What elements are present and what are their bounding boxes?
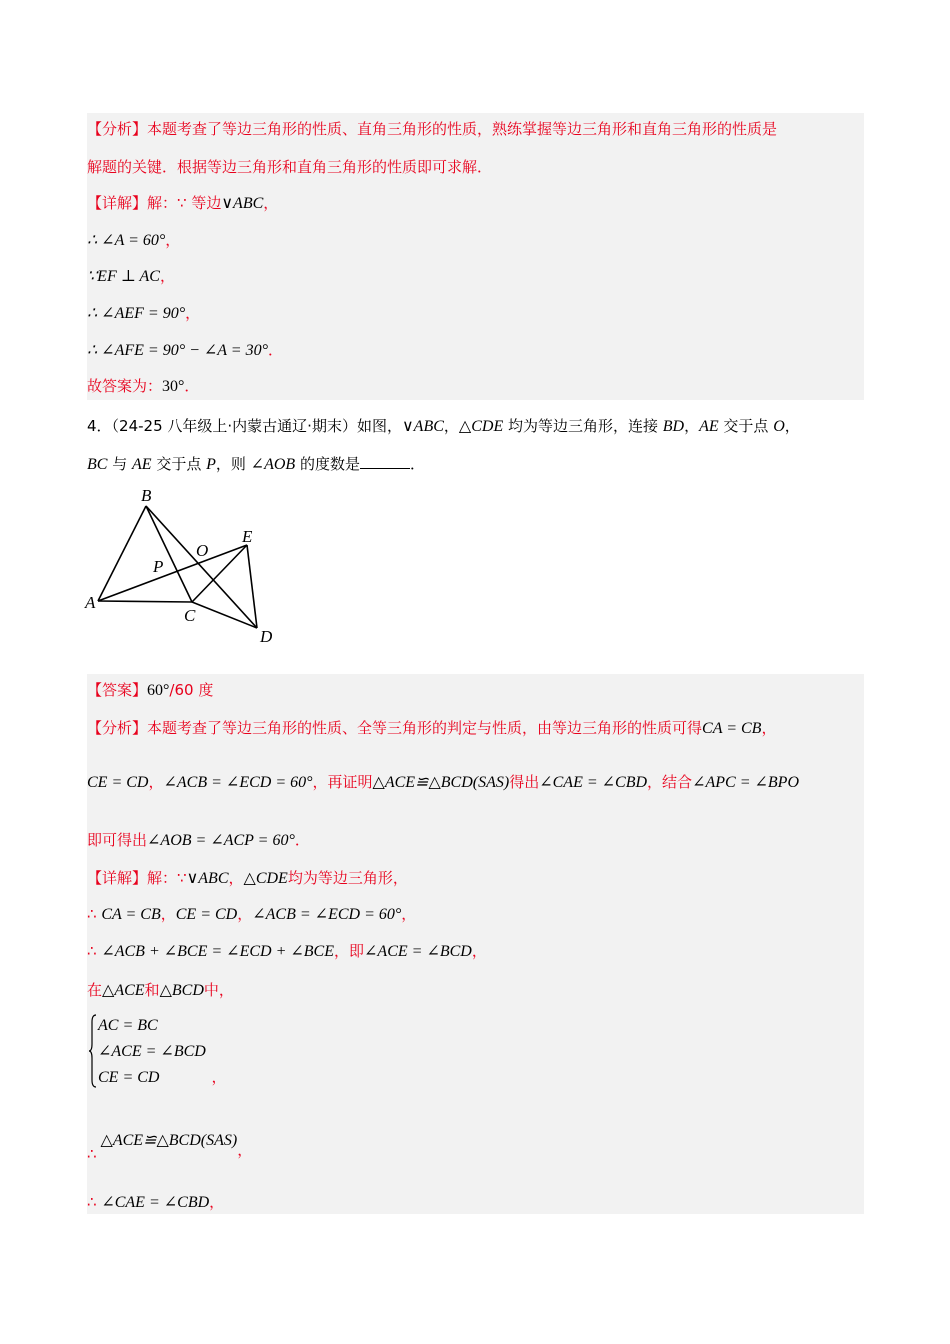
analysis-text: 本题考查了等边三角形的性质、全等三角形的判定与性质，由等边三角形的性质可得 (147, 719, 703, 737)
step-1 (87, 230, 180, 251)
segment-bc (146, 506, 192, 602)
comma: ， (148, 773, 164, 791)
segment-ed (247, 545, 257, 628)
comma: ， (237, 1141, 253, 1159)
answer-lead: 故答案为： (87, 377, 163, 395)
answer-tag: 【答案】 (87, 681, 148, 699)
analysis-text: 本题考查了等边三角形的性质、直角三角形的性质，熟练掌握等边三角形和直角三角形的性质是 (147, 120, 778, 138)
problem-text: 交于点 (151, 455, 207, 473)
therefore: ∴ (87, 942, 97, 960)
text: ，结合 (647, 773, 693, 791)
comma: ， (263, 194, 279, 212)
problem-text: 与 (107, 455, 132, 473)
label-e: E (242, 527, 253, 546)
math: CE = CD (175, 906, 238, 923)
detail2-step-3 (87, 980, 234, 1001)
analysis-line-1 (87, 119, 777, 139)
math: ∠APC = ∠BPO (692, 774, 799, 791)
text: ，即 (334, 942, 365, 960)
math: CE = CD (98, 1069, 160, 1086)
therefore: ∴ (87, 1193, 97, 1211)
answer-line-2 (87, 680, 213, 701)
comma: ， (237, 905, 253, 923)
detail2-step-5 (87, 1192, 224, 1213)
step-3 (87, 303, 200, 324)
period: ． (184, 377, 200, 395)
text: 得出 (509, 773, 540, 791)
math: △ACE≌△BCD(SAS) (372, 774, 510, 791)
triangle-abc: ∨ABC (401, 418, 444, 435)
comma: ， (209, 1193, 225, 1211)
segment-ae: AE (699, 418, 719, 435)
detail2-step-2 (87, 941, 487, 962)
segment-ac (98, 601, 192, 602)
math: △ACE≌△BCD(SAS) (100, 1132, 238, 1149)
answer-blank[interactable] (360, 454, 410, 469)
comma: ， (784, 417, 800, 435)
math: CA = CB (702, 720, 762, 737)
comma: ， (761, 719, 777, 737)
period: ． (409, 455, 425, 473)
detail2-line (87, 868, 408, 889)
point-p: P (206, 456, 216, 473)
label-o: O (196, 541, 209, 560)
comma: ， (160, 905, 176, 923)
step-math: ∴ ∠AEF = 90° (87, 305, 186, 322)
comma: ， (211, 1068, 227, 1086)
math: ∠ACB = ∠ECD = 60° (163, 774, 313, 791)
comma: ， (684, 417, 700, 435)
comma: ， (471, 942, 487, 960)
text: 在 (87, 981, 103, 999)
segment-bc: BC (87, 456, 108, 473)
period: ． (267, 341, 283, 359)
problem-text: 交于点 (718, 417, 774, 435)
problem-number: 4． (87, 417, 112, 435)
segment-ae: AE (132, 456, 152, 473)
step-math: ∵EF ⊥ AC (87, 268, 160, 285)
system-line-1 (98, 1015, 158, 1036)
detail2-step-1 (87, 904, 416, 925)
angle-aob: ∠AOB (250, 456, 296, 473)
detail-tag: 【详解】 (87, 194, 148, 212)
step-math: ∴ ∠A = 60° (87, 232, 166, 249)
step-math: ∴ ∠AFE = 90° − ∠A = 30° (87, 342, 268, 359)
triangle-cde: △CDE (458, 418, 504, 435)
problem-text: 的度数是 (295, 455, 360, 473)
analysis-text: 解题的关键．根据等边三角形和直角三角形的性质即可求解． (87, 158, 493, 176)
label-c: C (184, 606, 196, 625)
math: ∠ACE = ∠BCD (364, 943, 472, 960)
math: ∠ACB = ∠ECD = 60° (252, 906, 402, 923)
triangle-abc: ∨ABC (221, 195, 264, 212)
comma: ， (443, 417, 459, 435)
comma: ， (159, 267, 175, 285)
problem-line-1 (87, 416, 800, 437)
answer-alt: /60 度 (169, 681, 214, 699)
analysis2-line-2 (87, 772, 799, 793)
problem-line-2 (87, 454, 425, 475)
problem-text: 均为等边三角形，连接 (503, 417, 663, 435)
detail2-step-4 (87, 1130, 253, 1163)
math: CE = CD (87, 774, 149, 791)
segment-bd: BD (662, 418, 685, 435)
text: 即可得出 (87, 831, 148, 849)
answer-value: 30° (162, 378, 185, 395)
analysis2-line-1 (87, 718, 776, 739)
period: ． (294, 831, 310, 849)
system-line-2 (98, 1041, 206, 1062)
point-o: O (773, 418, 785, 435)
segment-cd (192, 602, 257, 628)
comma: ， (401, 905, 417, 923)
system-brace (89, 1014, 97, 1088)
geometry-figure (80, 482, 290, 652)
therefore: ∴ (87, 905, 97, 923)
math: ∠CAE = ∠CBD (101, 1194, 210, 1211)
answer-line-1 (87, 376, 199, 397)
math: CA = CB (101, 906, 161, 923)
analysis-line-2 (87, 157, 492, 177)
text: ，再证明 (312, 773, 373, 791)
label-p: P (153, 557, 164, 576)
system-line-3 (98, 1067, 226, 1088)
label-a: A (85, 593, 96, 612)
analysis-tag: 【分析】 (87, 120, 148, 138)
comma: ， (165, 231, 181, 249)
math: △ACE (102, 982, 145, 999)
math: ∠ACE = ∠BCD (98, 1043, 206, 1060)
therefore: ∴ (87, 1145, 97, 1163)
text: 均为等边三角形， (287, 869, 408, 887)
problem-text: ，则 (215, 455, 251, 473)
math: △BCD (159, 982, 204, 999)
detail-line (87, 193, 278, 214)
segment-ab (98, 506, 146, 601)
analysis-tag: 【分析】 (87, 719, 148, 737)
detail-lead: 解：∵ (147, 869, 187, 887)
label-d: D (260, 627, 273, 646)
analysis2-line-3 (87, 830, 310, 851)
answer-value: 60° (147, 682, 170, 699)
math: ∠CAE = ∠CBD (539, 774, 648, 791)
text: 中， (203, 981, 234, 999)
detail-tag: 【详解】 (87, 869, 148, 887)
comma: ， (228, 869, 244, 887)
math: AC = BC (98, 1017, 158, 1034)
detail-lead: 解：∵ 等边 (147, 194, 222, 212)
triangle-abc: ∨ABC (186, 870, 229, 887)
text: 和 (144, 981, 160, 999)
label-b: B (141, 486, 152, 505)
math: ∠AOB = ∠ACP = 60° (147, 832, 295, 849)
step-2 (87, 266, 175, 287)
step-4 (87, 340, 283, 361)
comma: ， (185, 304, 201, 322)
problem-source: （24-25 八年级上·内蒙古通辽·期末）如图， (111, 417, 402, 435)
math: ∠ACB + ∠BCE = ∠ECD + ∠BCE (101, 943, 334, 960)
triangle-cde: △CDE (243, 870, 288, 887)
